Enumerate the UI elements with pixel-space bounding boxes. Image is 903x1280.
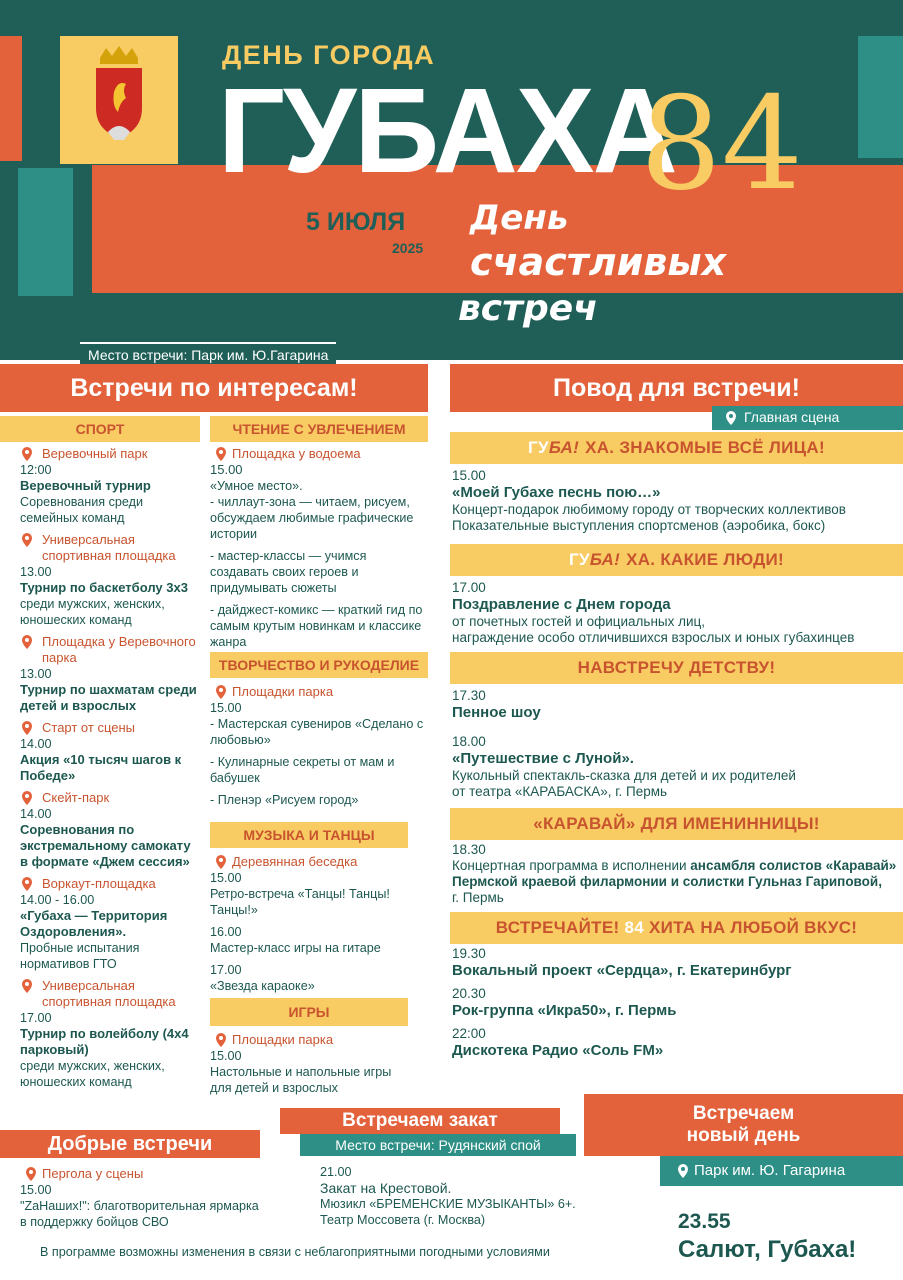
sport-desc: Соревнования среди семейных команд	[20, 495, 144, 525]
event-title: Поздравление с Днем города	[452, 596, 671, 613]
city-name: ГУБАХА	[218, 63, 676, 199]
new-day-event: Салют, Губаха!	[678, 1236, 857, 1263]
event-desc: Концерт-подарок любимому городу от творческих коллективов	[452, 502, 846, 517]
event-title: Пенное шоу	[452, 704, 541, 721]
bar-childhood: НАВСТРЕЧУ ДЕТСТВУ!	[450, 652, 903, 684]
sport-place: Скейт-парк	[0, 790, 200, 806]
event-desc: Кукольный спектакль-сказка для детей и их родителей	[452, 768, 796, 783]
location-pin-icon	[22, 635, 32, 649]
games-title: ИГРЫ	[210, 998, 408, 1026]
main-stage-badge: Главная сцена	[712, 406, 903, 430]
craft-line: - Мастерская сувениров «Сделано с любовью»	[210, 717, 424, 747]
event-title: "ZаНаших!": благотворительная ярмарка в поддержку бойцов СВО	[20, 1199, 259, 1229]
event-time: 15.00	[20, 1183, 52, 1197]
event-time: 19.30	[452, 946, 486, 961]
location-pin-icon	[22, 533, 32, 547]
block-5	[452, 946, 900, 1060]
sport-place: Универсальная спортивная площадка	[0, 532, 200, 564]
event-desc: Показательные выступления спортсменов (аэробика, бокс)	[452, 518, 826, 533]
sport-event	[20, 634, 200, 714]
event-title: Рок-группа «Икра50», г. Пермь	[452, 1002, 677, 1019]
games-event: Настольные и напольные игры для детей и взрослых	[210, 1065, 392, 1095]
sport-place: Веревочный парк	[0, 446, 200, 462]
slogan-line-2: счастливых	[470, 240, 727, 284]
craft-line: - Кулинарные секреты от мам и бабушек	[210, 755, 395, 785]
location-pin-icon	[216, 685, 226, 699]
sport-head: Соревнования по экстремальному самокату в формате «Джем сессия»	[20, 822, 191, 869]
new-day-title: Встречаем новый день	[584, 1094, 903, 1156]
location-pin-icon	[22, 877, 32, 891]
sport-event	[20, 532, 200, 628]
new-day-place: Парк им. Ю. Гагарина	[660, 1156, 903, 1186]
craft-place: Площадки парка	[210, 684, 428, 700]
deco-block	[18, 168, 73, 296]
sport-place: Универсальная спортивная площадка	[0, 978, 200, 1010]
deco-block	[858, 36, 903, 158]
event-desc: награждение особо отличившихся взрослых и юных губахинцев	[452, 630, 855, 645]
sport-head: Веревочный турнир	[20, 478, 151, 493]
music-place: Деревянная беседка	[210, 854, 408, 870]
sunset-title: Встречаем закат	[280, 1108, 560, 1134]
sunset-block	[320, 1164, 580, 1228]
block-1	[452, 468, 900, 534]
event-time: 18.00	[452, 734, 486, 749]
event-desc: Театр Моссовета (г. Москва)	[320, 1213, 486, 1227]
craft-line: - Пленэр «Рисуем город»	[210, 793, 359, 807]
sport-head: Турнир по баскетболу 3х3	[20, 580, 188, 595]
event-desc: г. Пермь	[452, 890, 504, 905]
reading-line: - чиллаут-зона — читаем, рисуем, обсуждаем любимые графические истории	[210, 495, 414, 541]
sport-time: 13.00	[20, 565, 52, 579]
sport-desc: Пробные испытания нормативов ГТО	[20, 941, 140, 971]
sport-desc: среди мужских, женских, юношеских команд	[20, 1059, 165, 1089]
location-pin-icon	[22, 791, 32, 805]
location-pin-icon	[216, 447, 226, 461]
event-time: 20.30	[452, 986, 486, 1001]
interests-title: Встречи по интересам!	[0, 364, 428, 412]
event-year: 2025	[392, 240, 424, 256]
music-title: МУЗЫКА И ТАНЦЫ	[210, 822, 408, 848]
sport-desc: среди мужских, женских, юношеских команд	[20, 597, 165, 627]
reading-line: - мастер-классы — учимся создавать своих героев и придумывать сюжеты	[210, 549, 367, 595]
meeting-place-badge: Место встречи: Парк им. Ю.Гагарина	[80, 342, 336, 364]
sport-event	[20, 876, 200, 972]
bar-what-people: ГУ БА! ХА. КАКИЕ ЛЮДИ!	[450, 544, 903, 576]
event-time: 21.00	[320, 1165, 352, 1179]
location-pin-icon	[216, 855, 226, 869]
good-meetings-block	[20, 1166, 260, 1230]
event-date: 5 ИЮЛЯ	[306, 208, 406, 236]
block-2	[452, 580, 900, 646]
music-event: «Звезда караоке»	[210, 979, 315, 993]
event-desc: от театра «КАРАБАСКА», г. Пермь	[452, 784, 668, 799]
block-3	[452, 688, 900, 800]
sport-place: Старт от сцены	[0, 720, 200, 736]
event-title: Вокальный проект «Сердца», г. Екатеринбург	[452, 962, 792, 979]
sport-event	[20, 446, 200, 526]
sport-time: 14.00	[20, 737, 52, 751]
music-time: 16.00	[210, 925, 242, 939]
sport-place: Площадка у Веревочного парка	[0, 634, 200, 666]
sport-time: 14.00 - 16.00	[20, 893, 95, 907]
good-place: Пергола у сцены	[20, 1166, 260, 1182]
reading-line: - дайджест-комикс — краткий гид по самым крутым новинкам и классике жанра	[210, 603, 423, 649]
reading-place: Площадка у водоема	[210, 446, 428, 462]
city-day-label: ДЕНЬ ГОРОДА	[222, 40, 436, 70]
event-title: «Путешествие с Луной».	[452, 750, 634, 767]
sport-head: «Губаха — Территория Оздоровления».	[20, 908, 168, 939]
slogan-line-3: встреч	[458, 288, 598, 329]
location-pin-icon	[678, 1164, 688, 1178]
good-meetings-title: Добрые встречи	[0, 1130, 260, 1158]
sport-list	[20, 446, 200, 1096]
sport-time: 13.00	[20, 667, 52, 681]
bar-hits: ВСТРЕЧАЙТЕ! 84 ХИТА НА ЛЮБОЙ ВКУС!	[450, 912, 903, 944]
event-desc: Пермской краевой филармонии и солистки Гульназ Гариповой,	[452, 874, 882, 889]
music-event: Мастер-класс игры на гитаре	[210, 941, 381, 955]
weather-note: В программе возможны изменения в связи с неблагоприятными погодными условиями	[40, 1245, 550, 1259]
new-day-time: 23.55	[678, 1210, 731, 1233]
sport-head: Турнир по волейболу (4х4 парковый)	[20, 1026, 189, 1057]
music-time: 15.00	[210, 871, 242, 885]
location-pin-icon	[216, 1033, 226, 1047]
reading-title: ЧТЕНИЕ С УВЛЕЧЕНИЕМ	[210, 416, 428, 442]
sport-time: 17.00	[20, 1011, 52, 1025]
event-time: 17.30	[452, 688, 486, 703]
event-title: Закат на Крестовой.	[320, 1180, 452, 1196]
craft-title: ТВОРЧЕСТВО И РУКОДЕЛИЕ	[210, 652, 428, 678]
sport-head: Турнир по шахматам среди детей и взрослых	[20, 682, 197, 713]
coat-of-arms-panel	[60, 36, 178, 164]
craft-time: 15.00	[210, 701, 242, 715]
deco-block	[0, 36, 22, 161]
event-desc: от почетных гостей и официальных лиц,	[452, 614, 706, 629]
occasion-title: Повод для встречи!	[450, 364, 903, 412]
sunset-place: Место встречи: Рудянский спой	[300, 1134, 576, 1156]
music-time: 17.00	[210, 963, 242, 977]
city-age: 84	[640, 70, 803, 219]
reading-head: «Умное место».	[210, 479, 303, 493]
sport-event	[20, 720, 200, 784]
event-time: 18.30	[452, 842, 486, 857]
sport-title: СПОРТ	[0, 416, 200, 442]
event-title: Дискотека Радио «Соль FM»	[452, 1042, 664, 1059]
location-pin-icon	[22, 979, 32, 993]
location-pin-icon	[22, 721, 32, 735]
bar-familiar-faces: ГУ БА! ХА. ЗНАКОМЫЕ ВСЁ ЛИЦА!	[450, 432, 903, 464]
sport-event	[20, 978, 200, 1090]
sport-time: 14.00	[20, 807, 52, 821]
games-time: 15.00	[210, 1049, 242, 1063]
sport-place: Воркаут-площадка	[0, 876, 200, 892]
bar-karavai: «КАРАВАЙ» ДЛЯ ИМЕНИННИЦЫ!	[450, 808, 903, 840]
event-time: 22:00	[452, 1026, 486, 1041]
location-pin-icon	[726, 411, 736, 425]
sport-head: Акция «10 тысяч шагов к Победе»	[20, 752, 182, 783]
games-place: Площадки парка	[210, 1032, 408, 1048]
sport-time: 12:00	[20, 463, 52, 477]
reading-time: 15.00	[210, 462, 243, 477]
event-time: 17.00	[452, 580, 486, 595]
sport-event	[20, 790, 200, 870]
slogan-line-1: День	[470, 198, 569, 238]
location-pin-icon	[22, 447, 32, 461]
event-desc: Концертная программа в исполнении ансамбля солистов «Каравай»	[452, 858, 897, 873]
block-4	[452, 842, 900, 906]
coat-of-arms-icon	[60, 36, 178, 164]
event-desc: Мюзикл «БРЕМЕНСКИЕ МУЗЫКАНТЫ» 6+.	[320, 1197, 576, 1211]
location-pin-icon	[26, 1167, 36, 1181]
event-title: «Моей Губахе песнь пою…»	[452, 484, 661, 501]
event-time: 15.00	[452, 468, 486, 483]
music-event: Ретро-встреча «Танцы! Танцы! Танцы!»	[210, 887, 390, 917]
